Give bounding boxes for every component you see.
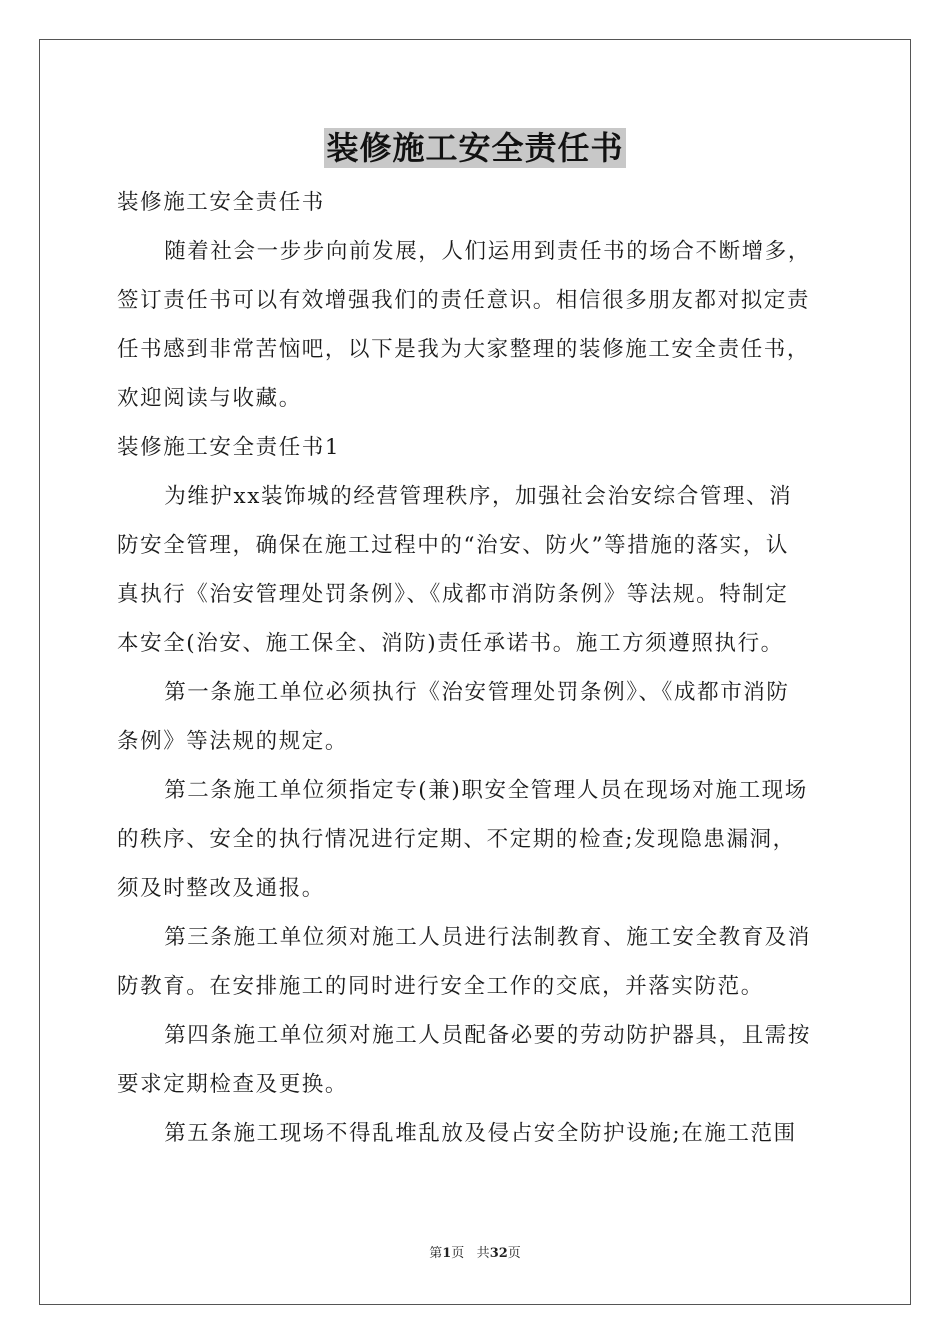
- total-pages-number: 32: [489, 1246, 508, 1261]
- current-page-number: 1: [442, 1246, 452, 1261]
- body-line: 装修施工安全责任书: [117, 190, 325, 215]
- body-line: 第五条施工现场不得乱堆乱放及侵占安全防护设施;在施工范围: [164, 1121, 797, 1146]
- body-line: 任书感到非常苦恼吧，以下是我为大家整理的装修施工安全责任书，: [117, 337, 811, 362]
- body-line: 为维护xx装饰城的经营管理秩序，加强社会治安综合管理、消: [164, 484, 793, 509]
- body-line: 要求定期检查及更换。: [117, 1072, 349, 1097]
- document-title: 装修施工安全责任书: [326, 129, 624, 167]
- page-label-prefix: 第: [429, 1246, 443, 1261]
- body-line: 第二条施工单位须指定专(兼)职安全管理人员在现场对施工现场: [164, 778, 808, 803]
- body-line: 须及时整改及通报。: [117, 876, 325, 901]
- body-line: 防教育。在安排施工的同时进行安全工作的交底，并落实防范。: [117, 974, 764, 999]
- total-label-prefix: 共: [476, 1246, 490, 1261]
- body-line: 真执行《治安管理处罚条例》、《成都市消防条例》等法规。特制定: [117, 582, 789, 607]
- page-label-suffix: 页: [451, 1246, 465, 1261]
- body-line: 随着社会一步步向前发展，人们运用到责任书的场合不断增多，: [164, 239, 811, 264]
- page-footer: [0, 1245, 950, 1263]
- body-line: 条例》等法规的规定。: [117, 729, 349, 754]
- body-line: 签订责任书可以有效增强我们的责任意识。相信很多朋友都对拟定责: [117, 288, 811, 313]
- body-line: 防安全管理，确保在施工过程中的“治安、防火”等措施的落实，认: [117, 533, 789, 558]
- body-line: 第一条施工单位必须执行《治安管理处罚条例》、《成都市消防: [164, 680, 790, 705]
- title-wrap: [0, 128, 950, 168]
- total-label-suffix: 页: [507, 1246, 521, 1261]
- body-line: 第三条施工单位须对施工人员进行法制教育、施工安全教育及消: [164, 925, 811, 950]
- body-line: 装修施工安全责任书1: [117, 435, 341, 460]
- body-line: 的秩序、安全的执行情况进行定期、不定期的检查;发现隐患漏洞，: [117, 827, 796, 852]
- body-line: 本安全(治安、施工保全、消防)责任承诺书。施工方须遵照执行。: [117, 631, 784, 656]
- body-line: 第四条施工单位须对施工人员配备必要的劳动防护器具，且需按: [164, 1023, 811, 1048]
- body-line: 欢迎阅读与收藏。: [117, 386, 302, 411]
- document-body: [117, 178, 833, 1158]
